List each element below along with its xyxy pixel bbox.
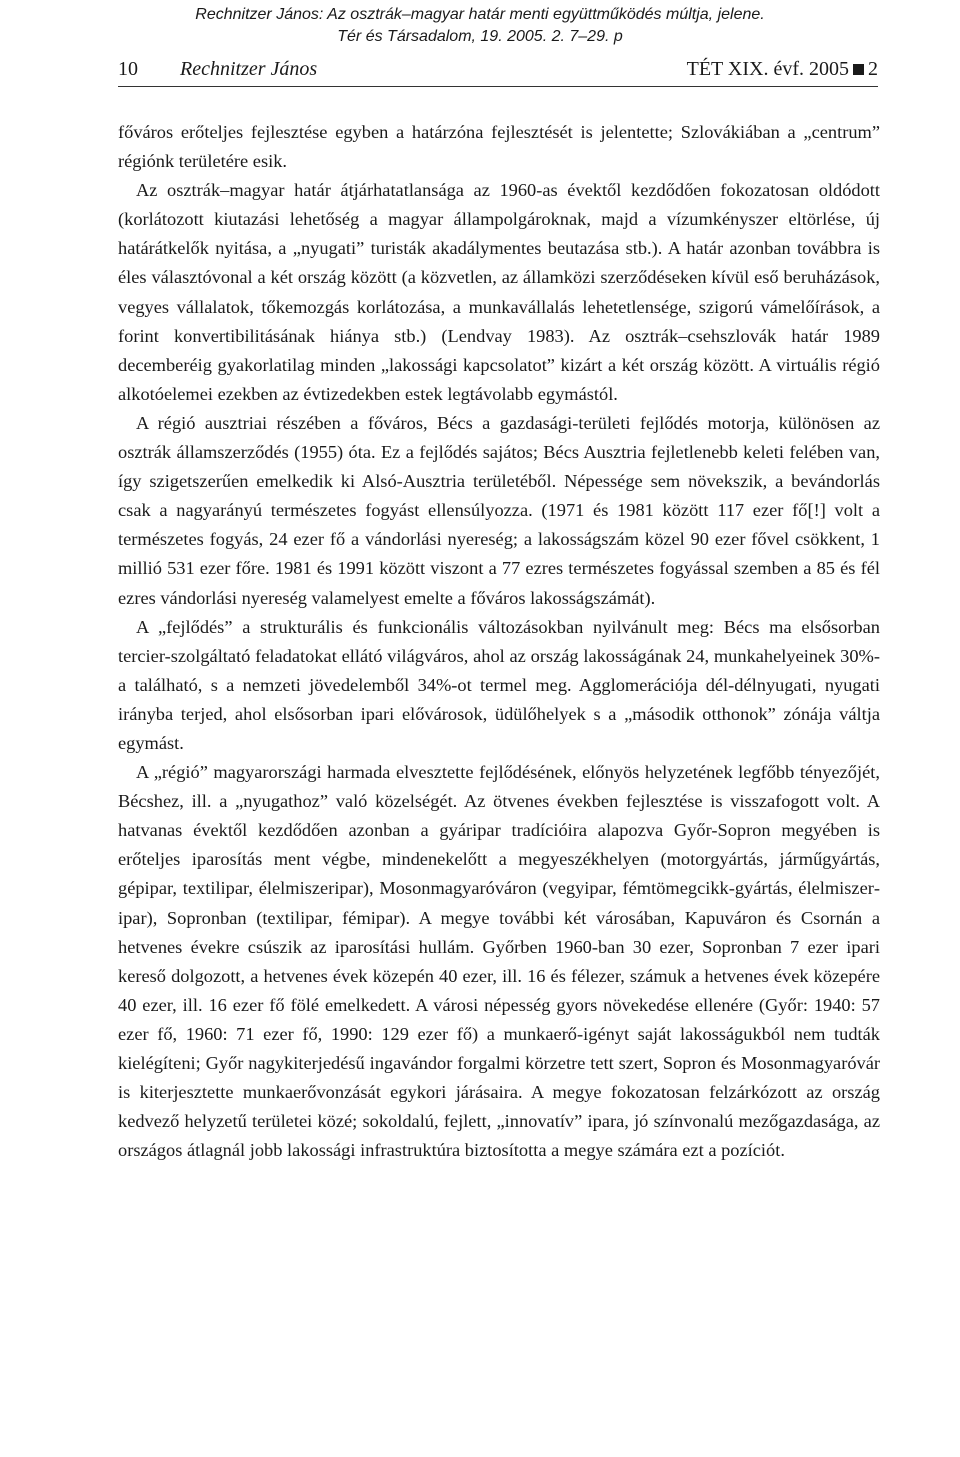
square-bullet-icon	[853, 64, 864, 75]
paragraph-3: A régió ausztriai részében a főváros, Bécs a gazdasági-területi fejlődés motorja, különösen az osztrák államszerződés (1955) óta. Ez a fejlődés sajátos; Bécs Ausztria fejletlenebb keleti felében van, így szigetszerűen emelkedik ki Alsó-Ausztria területéből. Népessége sem növekszik, a bevándorlás csak a nagyarányú természetes fogyást ellensúlyozza. (1971 és 1981 között 117 ezer fő[!] volt a természetes fogyás, 24 ezer fő a vándorlási nyereség; a lakosságszám közel 90 ezer fővel csökkent, 1 millió 531 ezer főre. 1981 és 1991 között viszont a 77 ezres természetes fogyással szemben a 85 és fél ezres vándorlási nyereség valamelyest emelte a főváros lakosságszámát).	[118, 412, 880, 608]
paragraph-1: főváros erőteljes fejlesztése egyben a határzóna fejlesztését is jelentette; Szlovákiában a „centrum” régiónk területére esik.	[118, 122, 880, 172]
citation-line-1: Rechnitzer János: Az osztrák–magyar határ menti együttműködés múltja, jelene.	[195, 6, 765, 23]
journal-issue: 2	[868, 58, 878, 80]
article-body	[118, 118, 880, 1165]
running-head-journal	[687, 56, 878, 82]
running-head	[118, 56, 878, 87]
paragraph-2: Az osztrák–magyar határ átjárhatatlansága az 1960-as évektől kezdődően fokozatosan oldódott (korlátozott kiutazási lehetőség a magyar állampolgároknak, majd a vízumkényszer eltörlése, új határátkelők nyitása, a „nyugati” turisták akadálymentes beutazása stb.). A határ azonban továbbra is éles választóvonal a két ország között (a közvetlen, az államközi szerződéseken kívül eső beruházások, vegyes vállalatok, tőkemozgás korlátozása, a munkavállalás lehetetlensége, szigorú vámelőírások, a forint konvertibilitásának hiánya stb.) (Lendvay 1983). Az osztrák–csehszlovák határ 1989 decemberéig gyakorlatilag minden „lakossági kapcsolatot” kizárt a két ország között. A virtuális régió alkotóelemei ezekben az évtizedekben estek legtávolabb egymástól.	[118, 180, 880, 404]
paragraph-5: A „régió” magyarországi harmada elvesztette fejlődésének, előnyös helyzetének legfőbb tényezőjét, Bécshez, ill. a „nyugathoz” való közelségét. Az ötvenes években fejlesztése is visszafogott volt. A hatvanas évektől kezdődően azonban a gyáripar tradícióira alapozva Győr-Sopron megyében is erőteljes iparosítás ment végbe, mindenekelőtt a megyeszékhelyen (motorgyártás, járműgyártás, gépipar, textilipar, élelmiszeripar), Mosonmagyaróváron (vegyipar, fémtömegcikk-gyártás, élelmiszeripar), Sopronban (textilipar, fémipar). A megye további két városában, Kapuváron és Csornán a hetvenes évekre csúszik az iparosítási hullám. Győrben 1960-ban 30 ezer, Sopronban 7 ezer ipari kereső dolgozott, a hetvenes évek közepén 40 ezer, ill. 16 és félezer, számuk a hetvenes évek közepére 40 ezer, ill. 16 ezer fő fölé emelkedett. A városi népesség gyors növekedése ellenére (Győr: 1940: 57 ezer fő, 1960: 71 ezer fő, 1990: 129 ezer fő) a munkaerő-igényt saját lakosságukból nem tudták kielégíteni; Győr nagykiterjedésű ingavándor forgalmi körzetre tett szert, Sopron és Mosonmagyaróvár is kiterjesztette munkaerővonzását egykori járásaira. A megye fokozatosan felzárkózott az ország kedvező helyzetű területei közé; sokoldalú, fejlett, „innovatív” ipara, jó színvonalú mezőgazdasága, az országos átlagnál jobb lakossági infrastruktúra biztosította a megye számára ezt a pozíciót.	[118, 762, 880, 1161]
citation-line-2: Tér és Társadalom, 19. 2005. 2. 7–29. p	[337, 28, 623, 45]
journal-volume: TÉT XIX. évf. 2005	[686, 58, 849, 80]
page-number: 10	[118, 58, 138, 80]
paragraph-4: A „fejlődés” a strukturális és funkcionális változásokban nyilvánult meg: Bécs ma elsősorban tercier-szolgáltató feladatokat ellátó világváros, ahol az ország lakosságának 24, munkahelyeinek 30%-a található, s a nemzeti jövedelemből 34%-ot termel meg. Agglomerációja dél-délnyugati, nyugati irányba terjed, ahol elsősorban ipari elővárosok, üdülőhelyek s a „második otthonok” zónája váltja egymást.	[118, 616, 880, 753]
citation-header	[0, 4, 960, 48]
running-head-author: Rechnitzer János	[180, 58, 318, 80]
